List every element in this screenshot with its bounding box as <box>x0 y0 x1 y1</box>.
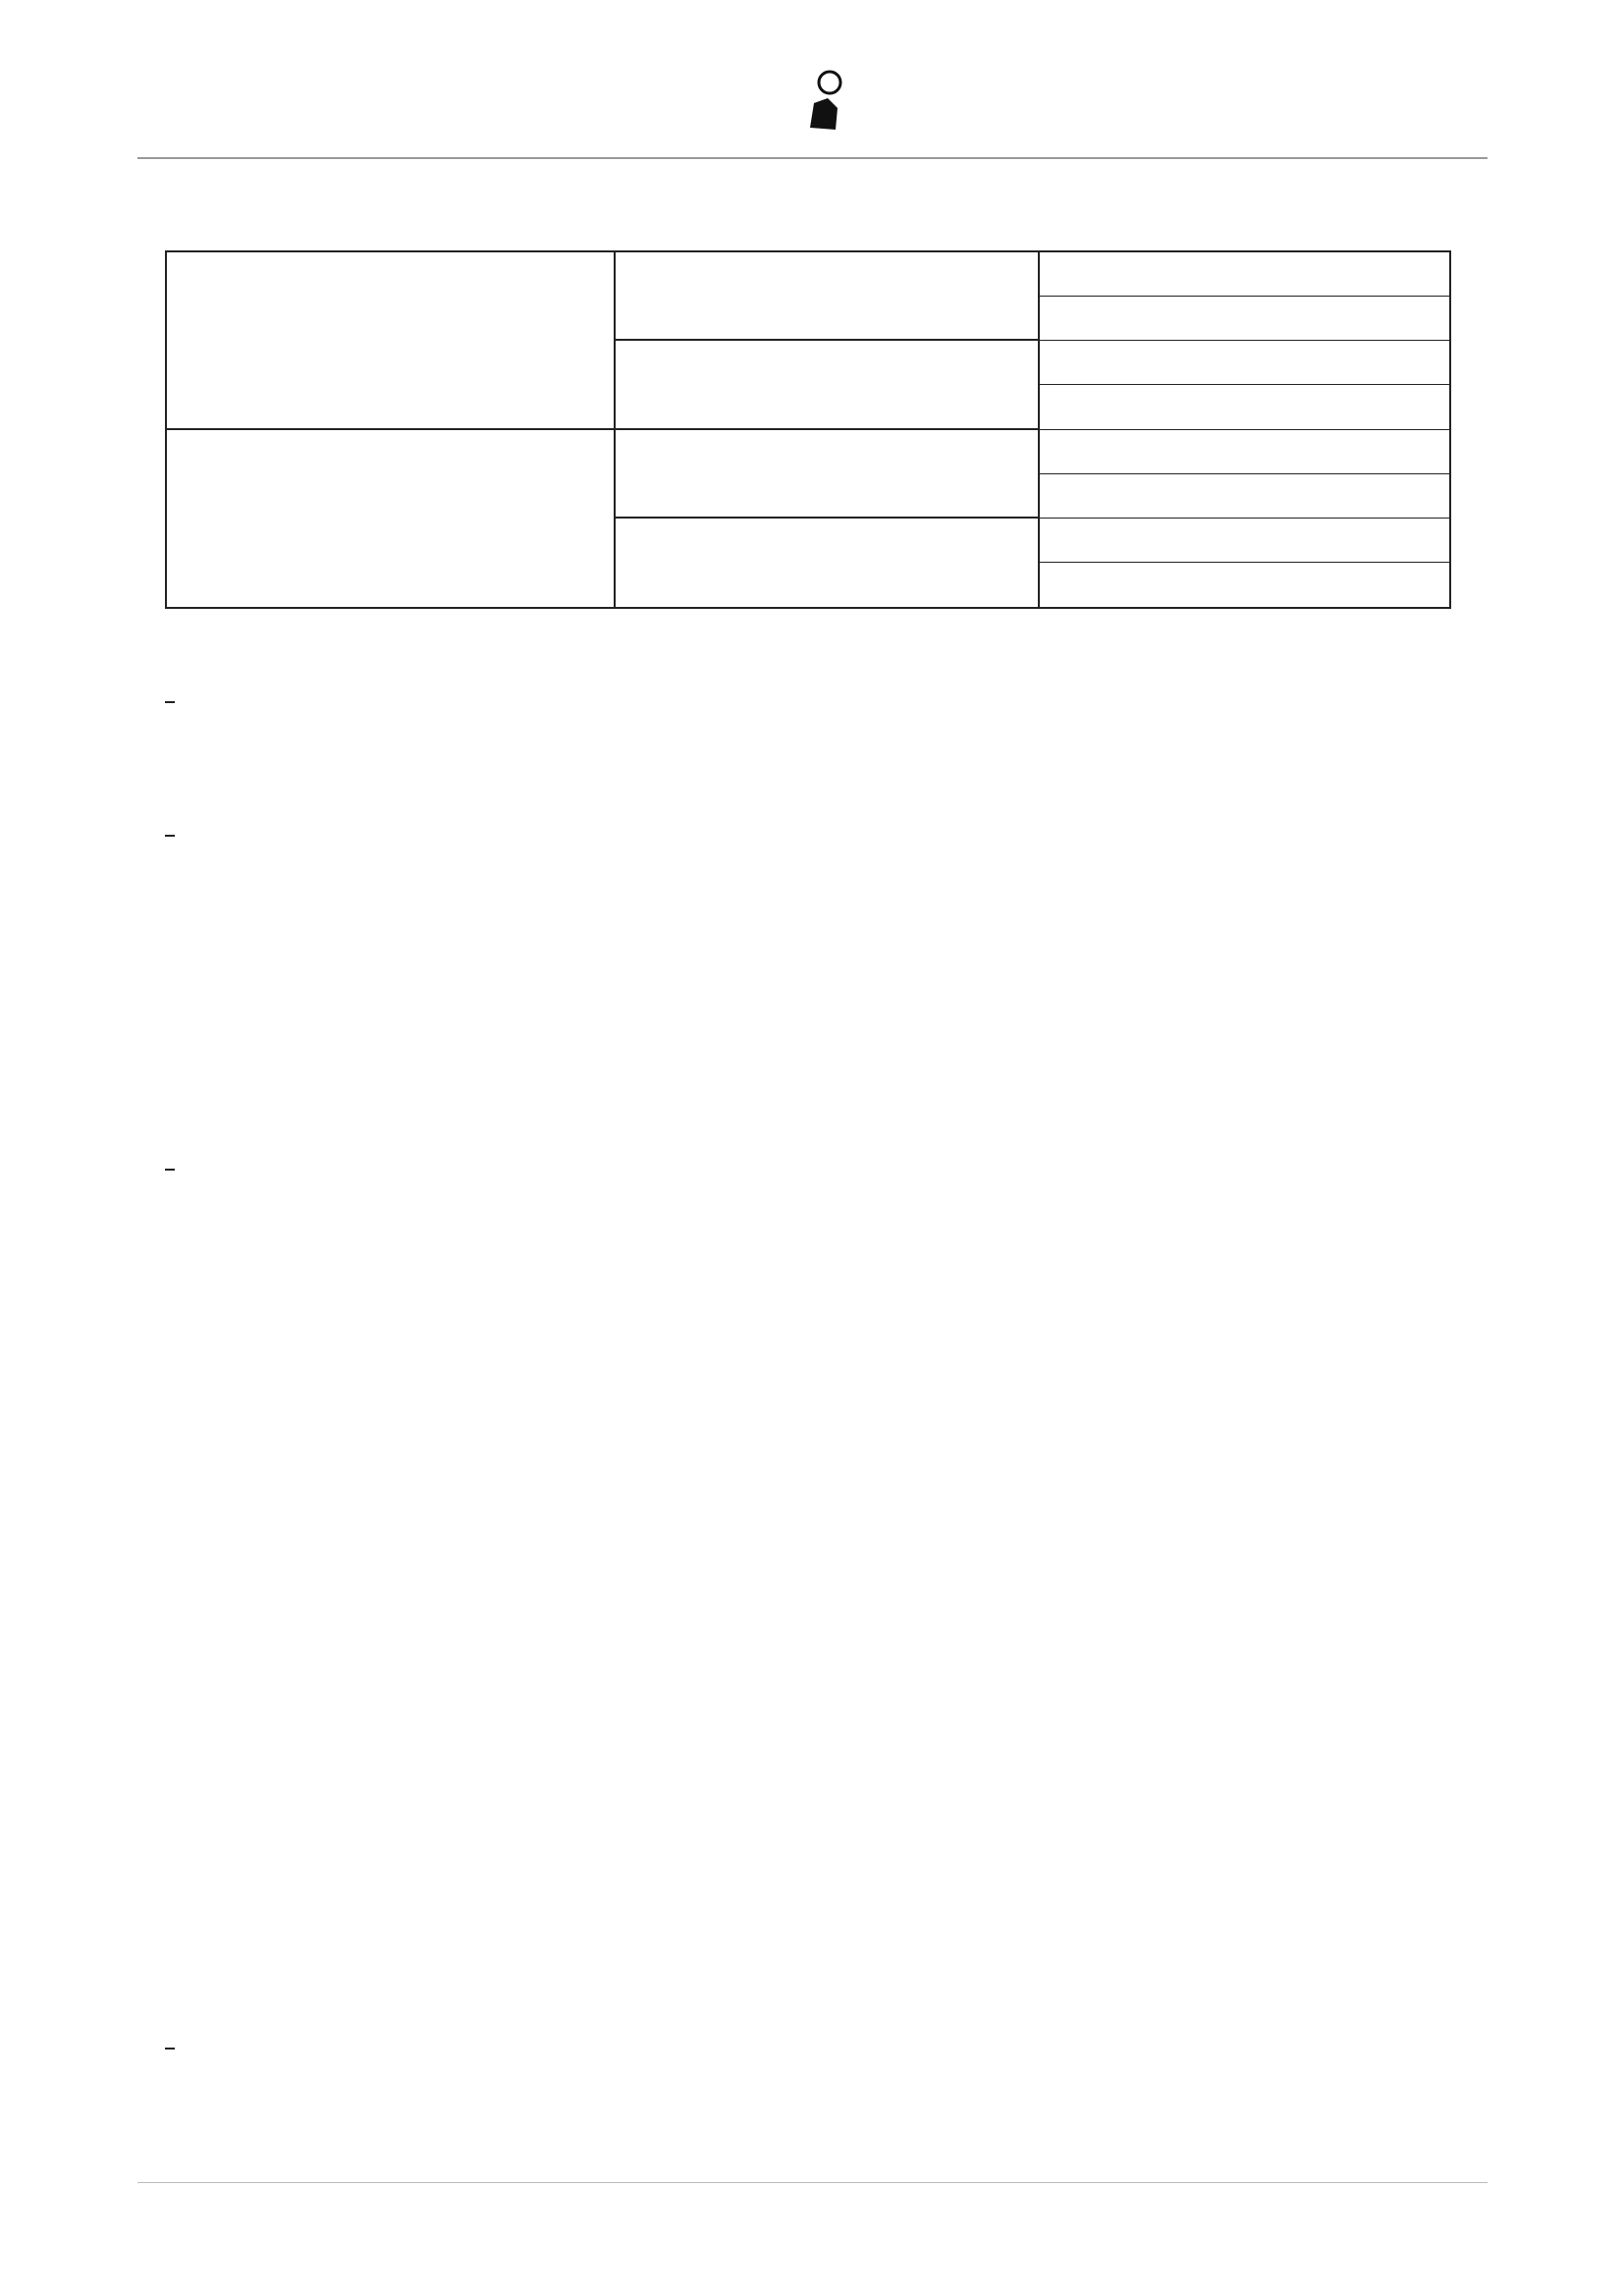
pedigree-grandparents-column <box>614 252 1040 607</box>
horse-silhouette-icon <box>800 69 849 137</box>
pedigree-sire-cell <box>167 252 614 430</box>
section-tag <box>165 2048 175 2050</box>
pedigree-cell <box>1038 474 1449 519</box>
pedigree-parents-column <box>167 252 616 607</box>
pedigree-cell <box>1038 430 1449 474</box>
pedigree-cell <box>614 252 1038 341</box>
pedigree-cell <box>1038 563 1449 607</box>
pedigree-cell <box>1038 297 1449 341</box>
section-tag <box>165 835 175 837</box>
pedigree-great-grandparents-column <box>1038 252 1449 607</box>
third-dam-section <box>165 1149 1392 1181</box>
header-rule <box>137 157 1488 159</box>
dam-section <box>165 682 1392 714</box>
footer-rule <box>137 2182 1488 2183</box>
section-heading-line <box>165 815 1392 847</box>
fourth-dam-section <box>165 2028 1392 2060</box>
second-dam-section <box>165 815 1392 847</box>
section-tag <box>165 1169 175 1171</box>
pedigree-cell <box>614 341 1038 429</box>
pedigree-cell <box>1038 252 1449 297</box>
section-heading-line <box>165 682 1392 714</box>
section-heading-line <box>165 2028 1392 2060</box>
pedigree-dam-cell <box>167 430 614 608</box>
pedigree-cell <box>614 519 1038 607</box>
pedigree-cell <box>1038 519 1449 563</box>
pedigree-cell <box>614 430 1038 519</box>
pedigree-table <box>165 250 1451 609</box>
section-heading-line <box>165 1149 1392 1181</box>
pedigree-cell <box>1038 385 1449 429</box>
pedigree-cell <box>1038 341 1449 385</box>
jbis-search-logo <box>707 69 943 157</box>
section-tag <box>165 701 175 703</box>
title-row <box>177 191 1394 241</box>
